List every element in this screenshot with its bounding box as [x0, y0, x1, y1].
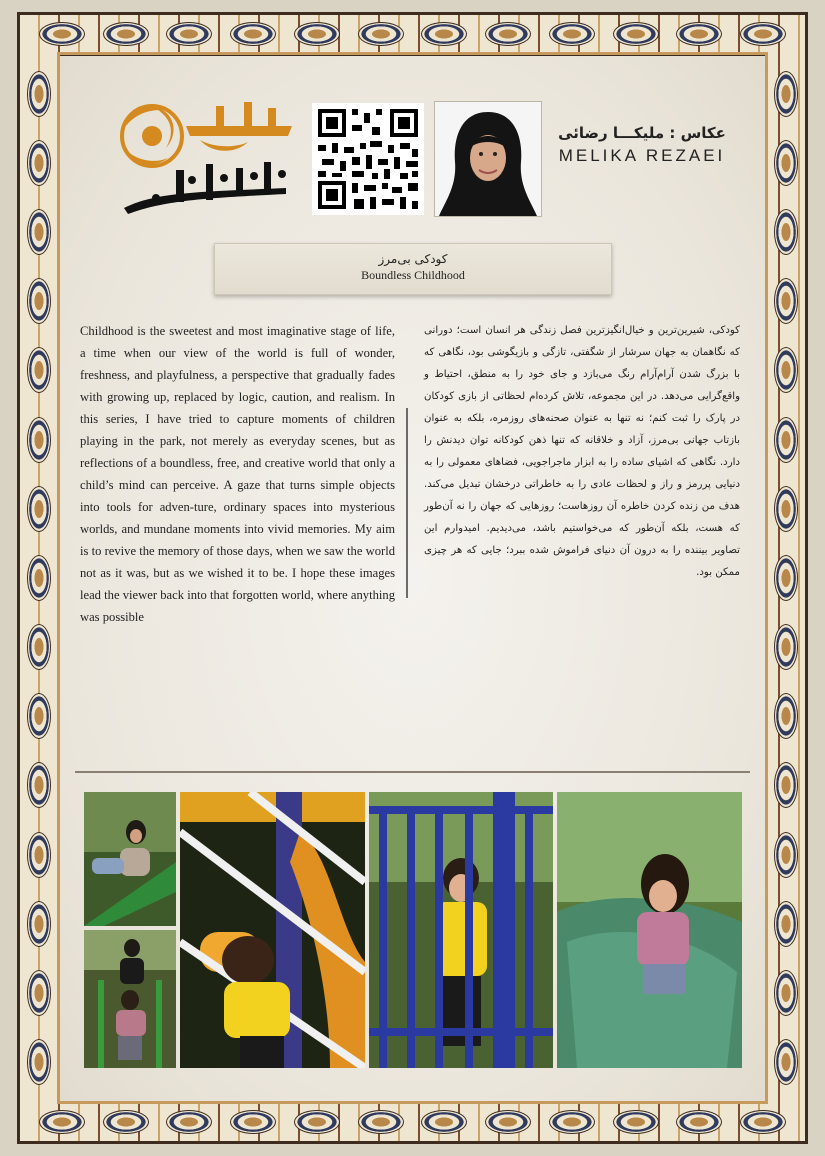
- frame-right-border: [769, 59, 803, 1097]
- title-fa: کودکی بی‌مرز: [378, 252, 448, 266]
- photo-child-behind-blue-bars: [369, 792, 553, 1068]
- statement-english: Childhood is the sweetest and most imaginative stage of life, a time when our view of the world is full of wonder, freshness, and playfulness, a perspective that gradually fades with growing up, replaced by logic, caution, and realism. In this series, I have tried to capture moments of children playing in the park, not merely as everyday scenes, but as reflections of a boundless, free, and creative world that only a child’s mind can perceive. A gaze that turns simple objects into tools for adven-ture, ordinary spaces into mysterious worlds, and mundane moments into vivid memories. My aim is to revive the memory of those days, when we saw the world not as it was, but as we wished it to be. I hope these images lead the viewer back into that forgotten world, where anything was possible: [80, 324, 395, 624]
- frame-bottom-border: [30, 1105, 795, 1139]
- photo-two-girls-on-ladder: [84, 930, 176, 1068]
- column-divider: [406, 408, 408, 598]
- qr-code[interactable]: [312, 103, 424, 215]
- title-en: Boundless Childhood: [361, 268, 465, 282]
- frame-top-border: [30, 17, 795, 51]
- darolfonun-logo: [116, 96, 296, 222]
- photographer-portrait: [434, 101, 542, 217]
- photo-girl-on-green-slide: [557, 792, 742, 1068]
- photo-girl-climbing-green-slide: [84, 792, 176, 926]
- photographer-name-fa: عکاس : ملیکـــا رضائی: [558, 124, 726, 142]
- frame-left-border: [22, 59, 56, 1097]
- photographer-name-en: MELIKA REZAEI: [558, 146, 726, 165]
- photo-child-climbing-white-rails: [180, 792, 365, 1068]
- photographer-credit: [552, 124, 732, 166]
- title-box: [214, 243, 612, 295]
- section-divider: [75, 771, 750, 773]
- statement-persian: کودکی، شیرین‌ترین و خیال‌انگیزترین فصل زندگی هر انسان است؛ دورانی که نگاهمان به جهان سرشار از شگفتی، تازگی و بازیگوشی بود، نگاهی که با بزرگ شدن آرام‌آرام رنگ می‌بازد و جای خود را به منطق، احتیاط و واقع‌گرایی می‌دهد. در این مجموعه، تلاش کرده‌ام لحظاتی از بازی کودکان در پارک را ثبت کنم؛ نه تنها به عنوان صحنه‌های روزمره، بلکه به عنوان بازتاب جهانی بی‌مرز، آزاد و خلاقانه که تنها ذهن کودکانه توان دیدنش را دارد. نگاهی که اشیای ساده را به ابزار ماجراجویی، فضاهای معمولی را به دنیایی پررمز و راز و لحظات عادی را به خاطراتی درخشان تبدیل می‌کند. هدف من زنده کردن خاطره آن روزهاست؛ روزهایی که جهان را نه آن‌طور که هست، بلکه آن‌طور که می‌خواستیم باشد، می‌دیدیم. امیدوارم این تصاویر بیننده را به درون آن دنیای فراموش شده ببرد؛ جایی که هر چیزی ممکن بود.: [424, 325, 740, 578]
